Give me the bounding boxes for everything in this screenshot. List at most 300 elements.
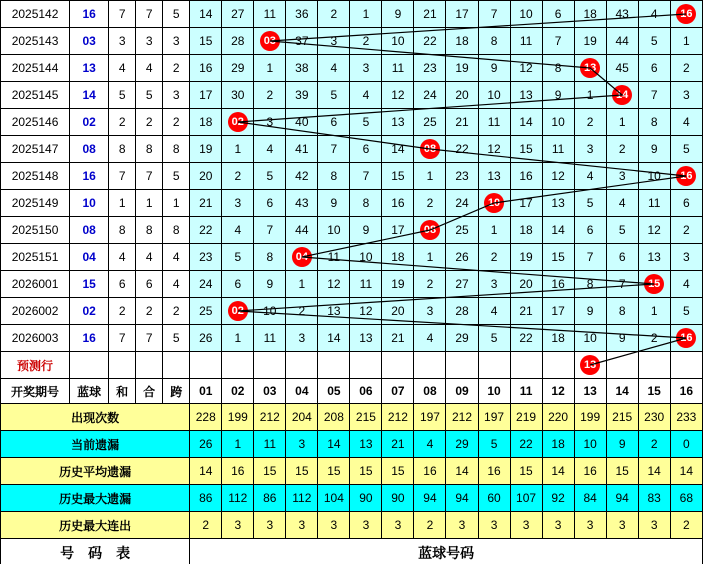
miss-cell: 10 xyxy=(254,298,286,325)
miss-cell: 3 xyxy=(574,136,606,163)
blue-ball-number: 04 xyxy=(70,244,109,271)
column-header: 合 xyxy=(136,379,163,404)
stat-value: 220 xyxy=(542,404,574,431)
stat-value: 14 xyxy=(542,458,574,485)
miss-cell: 7 xyxy=(542,28,574,55)
miss-cell: 6 xyxy=(318,109,350,136)
column-header: 10 xyxy=(478,379,510,404)
miss-cell: 5 xyxy=(670,136,702,163)
blue-ball-number: 08 xyxy=(70,136,109,163)
stat-value: 94 xyxy=(606,485,638,512)
sum-value: 4 xyxy=(109,55,136,82)
combo-value: 8 xyxy=(136,136,163,163)
prediction-empty-cell xyxy=(286,352,318,379)
miss-cell: 3 xyxy=(670,82,702,109)
miss-cell: 28 xyxy=(222,28,254,55)
table-row xyxy=(1,271,703,298)
blue-ball-number: 10 xyxy=(70,190,109,217)
miss-cell: 3 xyxy=(318,28,350,55)
stat-label: 历史平均遗漏 xyxy=(1,458,190,485)
table-row xyxy=(1,55,703,82)
stat-value: 15 xyxy=(254,458,286,485)
miss-cell: 7 xyxy=(574,244,606,271)
miss-cell: 26 xyxy=(446,244,478,271)
miss-cell: 23 xyxy=(414,55,446,82)
miss-cell: 15 xyxy=(382,163,414,190)
miss-cell: 18 xyxy=(510,217,542,244)
stat-value: 15 xyxy=(606,458,638,485)
stat-value: 14 xyxy=(670,458,702,485)
miss-cell: 6 xyxy=(574,217,606,244)
miss-cell: 8 xyxy=(350,190,382,217)
miss-cell: 4 xyxy=(478,298,510,325)
stat-value: 14 xyxy=(190,458,222,485)
miss-cell: 45 xyxy=(606,55,638,82)
table-row xyxy=(1,298,703,325)
miss-cell: 17 xyxy=(510,190,542,217)
combo-value: 3 xyxy=(136,28,163,55)
combo-value: 7 xyxy=(136,1,163,28)
span-value: 2 xyxy=(163,298,190,325)
hit-cell xyxy=(670,163,702,190)
miss-cell: 11 xyxy=(254,325,286,352)
footer-right-label: 蓝球号码 xyxy=(190,539,703,564)
span-value: 5 xyxy=(163,1,190,28)
miss-cell: 2 xyxy=(414,271,446,298)
column-header: 11 xyxy=(510,379,542,404)
miss-cell: 4 xyxy=(254,136,286,163)
miss-cell: 14 xyxy=(190,1,222,28)
miss-cell: 14 xyxy=(318,325,350,352)
miss-cell: 7 xyxy=(606,271,638,298)
stat-value: 3 xyxy=(478,512,510,539)
miss-cell: 6 xyxy=(254,190,286,217)
sum-value: 4 xyxy=(109,244,136,271)
stat-value: 3 xyxy=(446,512,478,539)
blue-ball-number: 16 xyxy=(70,325,109,352)
combo-value: 5 xyxy=(136,82,163,109)
stat-value: 3 xyxy=(286,512,318,539)
miss-cell: 7 xyxy=(350,163,382,190)
combo-value: 6 xyxy=(136,271,163,298)
miss-cell: 37 xyxy=(286,28,318,55)
blue-ball-number: 02 xyxy=(70,298,109,325)
miss-cell: 2 xyxy=(222,163,254,190)
miss-cell: 1 xyxy=(222,136,254,163)
stat-value: 3 xyxy=(510,512,542,539)
stat-value: 204 xyxy=(286,404,318,431)
miss-cell: 9 xyxy=(318,190,350,217)
stat-value: 14 xyxy=(638,458,670,485)
stat-value: 16 xyxy=(478,458,510,485)
miss-cell: 18 xyxy=(542,325,574,352)
miss-cell: 11 xyxy=(510,28,542,55)
miss-cell: 24 xyxy=(190,271,222,298)
miss-cell: 4 xyxy=(638,1,670,28)
stat-value: 86 xyxy=(254,485,286,512)
miss-cell: 43 xyxy=(286,190,318,217)
column-header: 16 xyxy=(670,379,702,404)
column-header: 15 xyxy=(638,379,670,404)
stat-value: 3 xyxy=(542,512,574,539)
ball-marker: 16 xyxy=(676,4,696,24)
miss-cell: 9 xyxy=(382,1,414,28)
miss-cell: 4 xyxy=(670,271,702,298)
miss-cell: 13 xyxy=(318,298,350,325)
table-row xyxy=(1,109,703,136)
miss-cell: 14 xyxy=(542,217,574,244)
miss-cell: 8 xyxy=(318,163,350,190)
miss-cell: 1 xyxy=(350,1,382,28)
miss-cell: 5 xyxy=(606,217,638,244)
span-value: 8 xyxy=(163,136,190,163)
prediction-empty-cell xyxy=(478,352,510,379)
miss-cell: 2 xyxy=(414,190,446,217)
miss-cell: 3 xyxy=(670,244,702,271)
prediction-empty-cell xyxy=(318,352,350,379)
miss-cell: 15 xyxy=(542,244,574,271)
miss-cell: 39 xyxy=(286,82,318,109)
miss-cell: 38 xyxy=(286,55,318,82)
table-row xyxy=(1,244,703,271)
hit-cell xyxy=(254,28,286,55)
miss-cell: 19 xyxy=(574,28,606,55)
ball-marker: 02 xyxy=(228,112,248,132)
miss-cell: 10 xyxy=(350,244,382,271)
span-value: 4 xyxy=(163,244,190,271)
stat-row xyxy=(1,512,703,539)
issue-number: 2025146 xyxy=(1,109,70,136)
stat-value: 3 xyxy=(318,512,350,539)
prediction-empty-cell xyxy=(510,352,542,379)
miss-cell: 2 xyxy=(606,136,638,163)
prediction-empty-cell xyxy=(638,352,670,379)
miss-cell: 6 xyxy=(670,190,702,217)
column-header: 02 xyxy=(222,379,254,404)
stat-value: 219 xyxy=(510,404,542,431)
blue-ball-number: 16 xyxy=(70,163,109,190)
prediction-empty-cell xyxy=(446,352,478,379)
miss-cell: 1 xyxy=(286,271,318,298)
stat-row xyxy=(1,458,703,485)
miss-cell: 4 xyxy=(574,163,606,190)
stat-value: 21 xyxy=(382,431,414,458)
miss-cell: 18 xyxy=(382,244,414,271)
stat-value: 15 xyxy=(382,458,414,485)
miss-cell: 5 xyxy=(478,325,510,352)
stat-value: 14 xyxy=(446,458,478,485)
stat-value: 2 xyxy=(414,512,446,539)
sum-value: 3 xyxy=(109,28,136,55)
combo-value: 4 xyxy=(136,55,163,82)
miss-cell: 27 xyxy=(222,1,254,28)
miss-cell: 3 xyxy=(478,271,510,298)
column-header: 13 xyxy=(574,379,606,404)
stat-value: 199 xyxy=(574,404,606,431)
miss-cell: 5 xyxy=(638,28,670,55)
stat-value: 212 xyxy=(382,404,414,431)
miss-cell: 7 xyxy=(254,217,286,244)
stat-value: 215 xyxy=(350,404,382,431)
miss-cell: 2 xyxy=(670,55,702,82)
miss-cell: 7 xyxy=(478,1,510,28)
column-header: 04 xyxy=(286,379,318,404)
miss-cell: 9 xyxy=(606,325,638,352)
issue-number: 2026002 xyxy=(1,298,70,325)
miss-cell: 1 xyxy=(606,109,638,136)
miss-cell: 20 xyxy=(510,271,542,298)
stat-value: 92 xyxy=(542,485,574,512)
stat-value: 83 xyxy=(638,485,670,512)
table-row xyxy=(1,325,703,352)
stat-value: 2 xyxy=(670,512,702,539)
prediction-empty-cell xyxy=(606,352,638,379)
stat-value: 94 xyxy=(446,485,478,512)
stat-value: 22 xyxy=(510,431,542,458)
miss-cell: 9 xyxy=(254,271,286,298)
span-value: 5 xyxy=(163,325,190,352)
ball-marker: 02 xyxy=(228,301,248,321)
hit-cell xyxy=(222,298,254,325)
miss-cell: 41 xyxy=(286,136,318,163)
miss-cell: 12 xyxy=(318,271,350,298)
miss-cell: 15 xyxy=(190,28,222,55)
issue-number: 2025145 xyxy=(1,82,70,109)
column-header: 14 xyxy=(606,379,638,404)
miss-cell: 2 xyxy=(670,217,702,244)
miss-cell: 22 xyxy=(414,28,446,55)
stat-value: 90 xyxy=(350,485,382,512)
prediction-empty-cell xyxy=(350,352,382,379)
stat-label: 历史最大遗漏 xyxy=(1,485,190,512)
miss-cell: 7 xyxy=(318,136,350,163)
miss-cell: 10 xyxy=(382,28,414,55)
hit-cell xyxy=(670,325,702,352)
sum-value: 1 xyxy=(109,190,136,217)
combo-value: 8 xyxy=(136,217,163,244)
ball-marker: 16 xyxy=(676,166,696,186)
miss-cell: 22 xyxy=(446,136,478,163)
miss-cell: 14 xyxy=(382,136,414,163)
prediction-empty-cell xyxy=(190,352,222,379)
miss-cell: 16 xyxy=(542,271,574,298)
miss-cell: 10 xyxy=(510,1,542,28)
span-value: 4 xyxy=(163,271,190,298)
miss-cell: 12 xyxy=(350,298,382,325)
sum-value: 8 xyxy=(109,136,136,163)
pred-sum-cell xyxy=(109,352,136,379)
miss-cell: 1 xyxy=(670,28,702,55)
miss-cell: 6 xyxy=(222,271,254,298)
column-header: 跨 xyxy=(163,379,190,404)
miss-cell: 12 xyxy=(638,217,670,244)
stat-value: 228 xyxy=(190,404,222,431)
miss-cell: 21 xyxy=(510,298,542,325)
stat-value: 26 xyxy=(190,431,222,458)
stat-value: 2 xyxy=(638,431,670,458)
miss-cell: 40 xyxy=(286,109,318,136)
span-value: 8 xyxy=(163,217,190,244)
miss-cell: 8 xyxy=(574,271,606,298)
miss-cell: 42 xyxy=(286,163,318,190)
miss-cell: 17 xyxy=(446,1,478,28)
stat-value: 2 xyxy=(190,512,222,539)
span-value: 3 xyxy=(163,82,190,109)
stat-value: 199 xyxy=(222,404,254,431)
miss-cell: 24 xyxy=(414,82,446,109)
stat-value: 233 xyxy=(670,404,702,431)
stat-value: 112 xyxy=(286,485,318,512)
ball-marker: 08 xyxy=(420,220,440,240)
combo-value: 4 xyxy=(136,244,163,271)
pred-blue-cell xyxy=(70,352,109,379)
miss-cell: 6 xyxy=(638,55,670,82)
miss-cell: 3 xyxy=(350,55,382,82)
prediction-empty-cell xyxy=(382,352,414,379)
miss-cell: 4 xyxy=(350,82,382,109)
miss-cell: 13 xyxy=(478,163,510,190)
column-header: 12 xyxy=(542,379,574,404)
hit-cell xyxy=(670,1,702,28)
stat-value: 10 xyxy=(574,431,606,458)
miss-cell: 11 xyxy=(318,244,350,271)
ball-marker: 16 xyxy=(676,328,696,348)
stat-value: 86 xyxy=(190,485,222,512)
miss-cell: 22 xyxy=(510,325,542,352)
miss-cell: 12 xyxy=(542,163,574,190)
miss-cell: 9 xyxy=(542,82,574,109)
stat-value: 15 xyxy=(350,458,382,485)
sum-value: 2 xyxy=(109,298,136,325)
stat-value: 29 xyxy=(446,431,478,458)
miss-cell: 1 xyxy=(638,298,670,325)
stat-label: 当前遗漏 xyxy=(1,431,190,458)
sum-value: 2 xyxy=(109,109,136,136)
hit-cell xyxy=(478,190,510,217)
stat-value: 5 xyxy=(478,431,510,458)
miss-cell: 13 xyxy=(510,82,542,109)
sum-value: 7 xyxy=(109,325,136,352)
prediction-empty-cell xyxy=(670,352,702,379)
column-header: 01 xyxy=(190,379,222,404)
ball-marker: 10 xyxy=(484,193,504,213)
table-row xyxy=(1,82,703,109)
sum-value: 7 xyxy=(109,163,136,190)
miss-cell: 24 xyxy=(446,190,478,217)
miss-cell: 11 xyxy=(638,190,670,217)
miss-cell: 18 xyxy=(190,109,222,136)
stat-value: 13 xyxy=(350,431,382,458)
column-header: 09 xyxy=(446,379,478,404)
hit-cell xyxy=(574,55,606,82)
hit-cell xyxy=(414,136,446,163)
miss-cell: 3 xyxy=(606,163,638,190)
miss-cell: 44 xyxy=(286,217,318,244)
miss-cell: 27 xyxy=(446,271,478,298)
miss-cell: 9 xyxy=(478,55,510,82)
miss-cell: 21 xyxy=(446,109,478,136)
stat-value: 16 xyxy=(414,458,446,485)
miss-cell: 13 xyxy=(638,244,670,271)
miss-cell: 1 xyxy=(414,163,446,190)
column-header: 06 xyxy=(350,379,382,404)
blue-ball-number: 03 xyxy=(70,28,109,55)
blue-ball-number: 02 xyxy=(70,109,109,136)
miss-cell: 11 xyxy=(254,1,286,28)
miss-cell: 19 xyxy=(510,244,542,271)
stat-value: 4 xyxy=(414,431,446,458)
stat-value: 215 xyxy=(606,404,638,431)
miss-cell: 8 xyxy=(478,28,510,55)
miss-cell: 1 xyxy=(222,325,254,352)
hit-cell xyxy=(638,271,670,298)
miss-cell: 6 xyxy=(606,244,638,271)
miss-cell: 20 xyxy=(382,298,414,325)
miss-cell: 3 xyxy=(254,109,286,136)
stat-value: 3 xyxy=(254,512,286,539)
miss-cell: 13 xyxy=(382,109,414,136)
stat-value: 1 xyxy=(222,431,254,458)
miss-cell: 12 xyxy=(478,136,510,163)
pred-combo-cell xyxy=(136,352,163,379)
stat-value: 94 xyxy=(414,485,446,512)
stat-value: 90 xyxy=(382,485,414,512)
stat-row xyxy=(1,431,703,458)
miss-cell: 5 xyxy=(350,109,382,136)
ball-marker: 08 xyxy=(420,139,440,159)
miss-cell: 2 xyxy=(478,244,510,271)
miss-cell: 28 xyxy=(446,298,478,325)
miss-cell: 5 xyxy=(222,244,254,271)
stat-value: 104 xyxy=(318,485,350,512)
blue-ball-number: 13 xyxy=(70,55,109,82)
issue-number: 2025143 xyxy=(1,28,70,55)
miss-cell: 11 xyxy=(350,271,382,298)
blue-ball-number: 16 xyxy=(70,1,109,28)
miss-cell: 7 xyxy=(638,82,670,109)
miss-cell: 17 xyxy=(542,298,574,325)
miss-cell: 2 xyxy=(350,28,382,55)
combo-value: 2 xyxy=(136,109,163,136)
stat-value: 107 xyxy=(510,485,542,512)
prediction-hit-cell xyxy=(574,352,606,379)
pred-span-cell xyxy=(163,352,190,379)
miss-cell: 19 xyxy=(190,136,222,163)
stat-value: 14 xyxy=(318,431,350,458)
miss-cell: 11 xyxy=(478,109,510,136)
stat-value: 3 xyxy=(638,512,670,539)
miss-cell: 13 xyxy=(542,190,574,217)
stat-label: 出现次数 xyxy=(1,404,190,431)
issue-number: 2026003 xyxy=(1,325,70,352)
miss-cell: 14 xyxy=(510,109,542,136)
miss-cell: 1 xyxy=(254,55,286,82)
miss-cell: 21 xyxy=(414,1,446,28)
sum-value: 8 xyxy=(109,217,136,244)
issue-number: 2025151 xyxy=(1,244,70,271)
miss-cell: 10 xyxy=(318,217,350,244)
miss-cell: 18 xyxy=(574,1,606,28)
stat-value: 3 xyxy=(286,431,318,458)
issue-number: 2026001 xyxy=(1,271,70,298)
combo-value: 1 xyxy=(136,190,163,217)
miss-cell: 3 xyxy=(286,325,318,352)
miss-cell: 2 xyxy=(574,109,606,136)
sum-value: 5 xyxy=(109,82,136,109)
ball-marker: 14 xyxy=(612,85,632,105)
miss-cell: 30 xyxy=(222,82,254,109)
stat-value: 68 xyxy=(670,485,702,512)
